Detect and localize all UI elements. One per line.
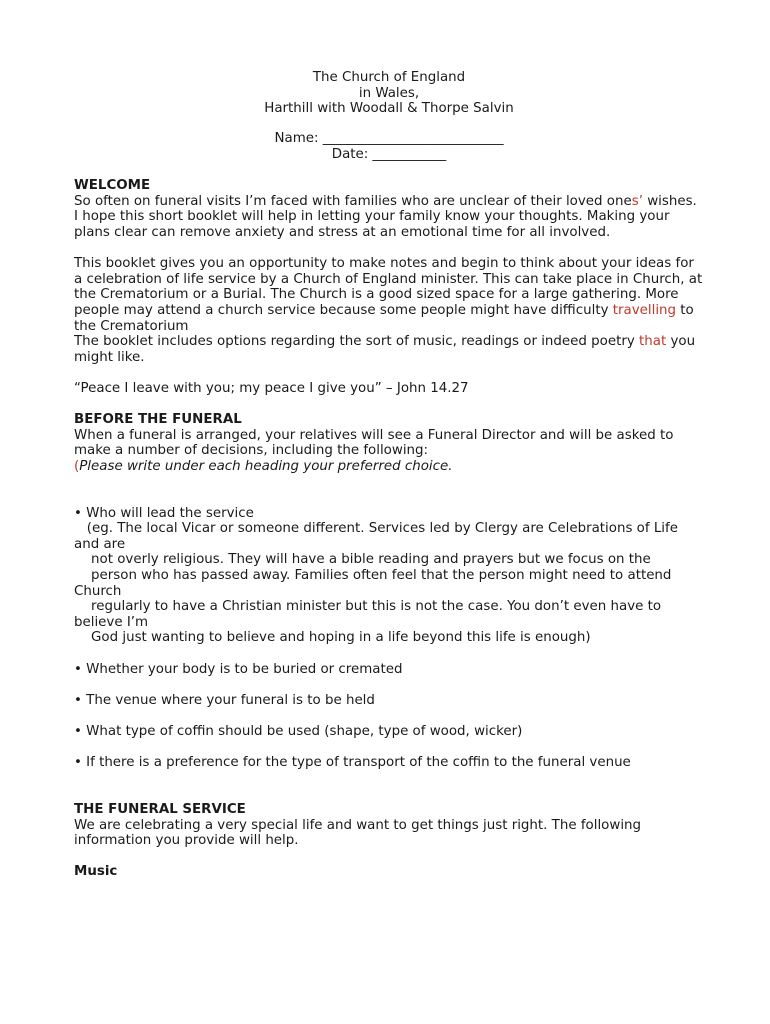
funeral-service-intro: We are celebrating a very special life and want to get things just right. The following information you provide will help. [74, 817, 642, 849]
bullet-lead-detail-4: regularly to have a Christian minister but this is not the case. You don’t even have to believe I’m [74, 599, 666, 630]
parish-name: Harthill with Woodall & Thorpe Salvin [264, 101, 514, 117]
document-page [74, 70, 704, 880]
bullet-venue: • The venue where your funeral is to be held [74, 692, 375, 708]
bullet-transport: • If there is a preference for the type of transport of the coffin to the funeral venue [74, 755, 631, 771]
welcome-paragraph-2: This booklet gives you an opportunity to make notes and begin to think about your ideas for a celebration of life service by a Church of England minister. This can take place in Church, at the Crematorium or a Burial. The Church is a good sized space for a large gathering. More people may attend a church service because some people might have difficulty travelling to the Crematorium [74, 256, 703, 334]
music-heading: Music [74, 864, 118, 880]
date-field: Date: ___________ [331, 146, 447, 162]
before-funeral-instruction: (Please write under each heading your preferred choice. [74, 458, 453, 474]
before-funeral-intro: When a funeral is arranged, your relatives will see a Funeral Director and will be asked to make a number of decisions, including the following: [74, 427, 674, 459]
bullet-lead-detail-5: God just wanting to believe and hoping in a life beyond this life is enough) [74, 630, 591, 646]
before-funeral-heading: BEFORE THE FUNERAL [74, 412, 242, 428]
bullet-coffin: • What type of coffin should be used (shape, type of wood, wicker) [74, 723, 523, 739]
church-region: in Wales, [358, 85, 420, 101]
welcome-paragraph-1: So often on funeral visits I’m faced with families who are unclear of their loved ones’ wishes. I hope this short booklet will help in letting your family know your thoughts. Making your plans clear can remove anxiety and stress at an emotional time for all involved. [74, 193, 697, 240]
bullet-lead-detail-1: (eg. The local Vicar or someone different. Services led by Clergy are Celebrations of Life and are [74, 521, 683, 552]
bible-quote: “Peace I leave with you; my peace I give you” – John 14.27 [74, 380, 469, 396]
church-title: The Church of England [312, 70, 466, 85]
bullet-lead-service: • Who will lead the service [74, 505, 254, 521]
bullet-lead-detail-2: not overly religious. They will have a bible reading and prayers but we focus on the [74, 552, 651, 568]
bullet-buried-cremated: • Whether your body is to be buried or cremated [74, 661, 403, 677]
welcome-heading: WELCOME [74, 178, 151, 194]
funeral-service-heading: THE FUNERAL SERVICE [74, 801, 246, 817]
name-field: Name: ___________________________ [274, 131, 504, 147]
bullet-lead-detail-3: person who has passed away. Families often feel that the person might need to attend Church [74, 568, 676, 599]
welcome-paragraph-3: The booklet includes options regarding the sort of music, readings or indeed poetry that you might like. [74, 334, 696, 365]
